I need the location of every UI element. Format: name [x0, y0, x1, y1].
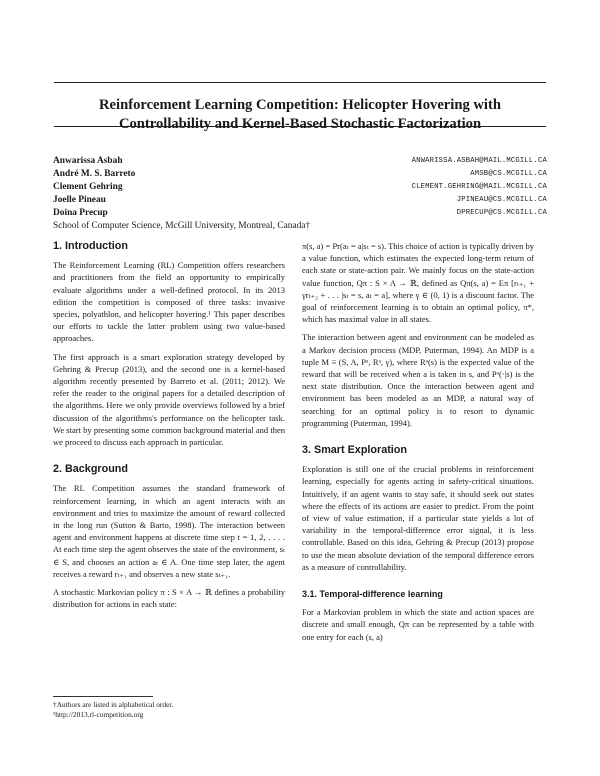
- footnotes: [53, 696, 285, 719]
- author-name: Clement Gehring: [53, 182, 123, 192]
- title-rule-top: [54, 82, 546, 83]
- footnote: †Authors are listed in alphabetical order.: [53, 700, 174, 709]
- author-name: André M. S. Barreto: [53, 169, 136, 179]
- paragraph: The Reinforcement Learning (RL) Competition offers researchers and practitioners from the field an opportunity to empirically evaluate algorithms under a well-defined protocol. In its 2013 edition the competition is composed of three tasks: invasive species, polyathlon, and helicopter hovering.¹ This paper describes our efforts to tackle the latter problem using two value-based approaches.: [53, 260, 285, 344]
- paragraph: For a Markovian problem in which the state and action spaces are discrete and small enough, Qπ can be represented by a table with one entry for each (s, a): [302, 607, 534, 642]
- author-block: [53, 155, 547, 233]
- author-row: [53, 194, 547, 207]
- subsection-heading-td-learning: 3.1. Temporal-difference learning: [302, 589, 443, 600]
- title-rule-bottom: [54, 126, 546, 127]
- author-name: Doina Precup: [53, 208, 108, 218]
- author-email[interactable]: DPRECUP@CS.MCGILL.CA: [456, 209, 547, 217]
- left-column: [53, 240, 285, 616]
- author-email[interactable]: AMSB@CS.MCGILL.CA: [470, 170, 547, 178]
- author-name: Anwarissa Asbah: [53, 156, 123, 166]
- author-row: [53, 155, 547, 168]
- author-email[interactable]: ANWARISSA.ASBAH@MAIL.MCGILL.CA: [411, 157, 547, 165]
- footnote-link[interactable]: ¹http://2013.rl-competition.org: [53, 709, 144, 719]
- paragraph: Exploration is still one of the crucial problems in reinforcement learning, especially for agents acting in safety-critical situations. Intuitively, if an agent wants to stay safe, it should seek out states where the effects of its actions are easier to predict. From the point of view of value estimation, if a particular state yields a lot of variability in the temporal-difference error signal, it is less controllable. Based on this idea, Gehring & Precup (2013) propose to use the mean absolute deviation of the temporal difference errors as a measure of controllability.: [302, 464, 534, 572]
- footnote-rule: [53, 696, 153, 697]
- affiliation: School of Computer Science, McGill University, Montreal, Canada†: [53, 221, 311, 231]
- page-title: Reinforcement Learning Competition: Helicopter Hovering with Controllability and Kernel-Based Stochastic Factorization: [99, 97, 501, 132]
- author-email[interactable]: CLEMENT.GEHRING@MAIL.MCGILL.CA: [411, 183, 547, 191]
- section-heading-smart-exploration: 3. Smart Exploration: [302, 444, 407, 457]
- paragraph: π(s, a) = Pr(aₜ = a|sₜ = s). This choice of action is typically driven by a value function, which estimates the expected long-term return of each state or state-action pair. We mainly focus on the state-action value function, Qπ : S × A → ℝ, defined as Qπ(s, a) = Eπ [rₜ₊₁ + γrₜ₊₂ + . . . |sₜ = s, aₜ = a], where γ ∈ (0, 1) is a discount factor. The goal of reinforcement learning is to obtain an optimal policy, π*, which has maximal value in all states.: [302, 241, 534, 325]
- author-row: [53, 207, 547, 220]
- paragraph: The first approach is a smart exploration strategy developed by Gehring & Precup (2013), and the second one is a kernel-based algorithm recently presented by Barreto et al. (2011; 2012). We refer the reader to the original papers for a detailed description of the algorithms. Here we only provide overviews followed by a brief discussion of the algorithms's performance on the helicopter task. We start by presenting some common background material and then we proceed to discuss each approach in particular.: [53, 351, 285, 448]
- section-heading-introduction: 1. Introduction: [53, 240, 128, 252]
- author-row: [53, 181, 547, 194]
- section-heading-background: 2. Background: [53, 463, 128, 476]
- paragraph: The RL Competition assumes the standard framework of reinforcement learning, in which an agent interacts with an environment and tries to maximize the amount of reward collected in the long run (Sutton & Barto, 1998). The interaction between agent and environment happens at discrete time step t = 1, 2, . . . . At each time step the agent observes the state of the environment, sₜ ∈ S, and chooses an action aₜ ∈ A. One time step later, the agent receives a reward rₜ₊₁ and observes a new state sₜ₊₁.: [53, 483, 285, 579]
- author-name: Joelle Pineau: [53, 195, 106, 205]
- paragraph: The interaction between agent and environment can be modeled as a Markov decision process (MDP, Puterman, 1994). An MDP is a tuple M ≡ (S, A, Pᵃ, Rᵃ, γ), where Rᵃ(s) is the expected value of the reward that will be received when a is taken in s, and Pᵃ(·|s) is the next state distribution. Once the interaction between agent and environment has been modeled as an MDP, a natural way of searching for an optimal policy is to resort to dynamic programming (Puterman, 1994).: [302, 332, 534, 428]
- author-email[interactable]: JPINEAU@CS.MCGILL.CA: [456, 196, 547, 204]
- author-row: [53, 168, 547, 181]
- right-column: [302, 240, 534, 649]
- paragraph: A stochastic Markovian policy π : S × A → ℝ defines a probability distribution for actions in each state:: [53, 587, 285, 610]
